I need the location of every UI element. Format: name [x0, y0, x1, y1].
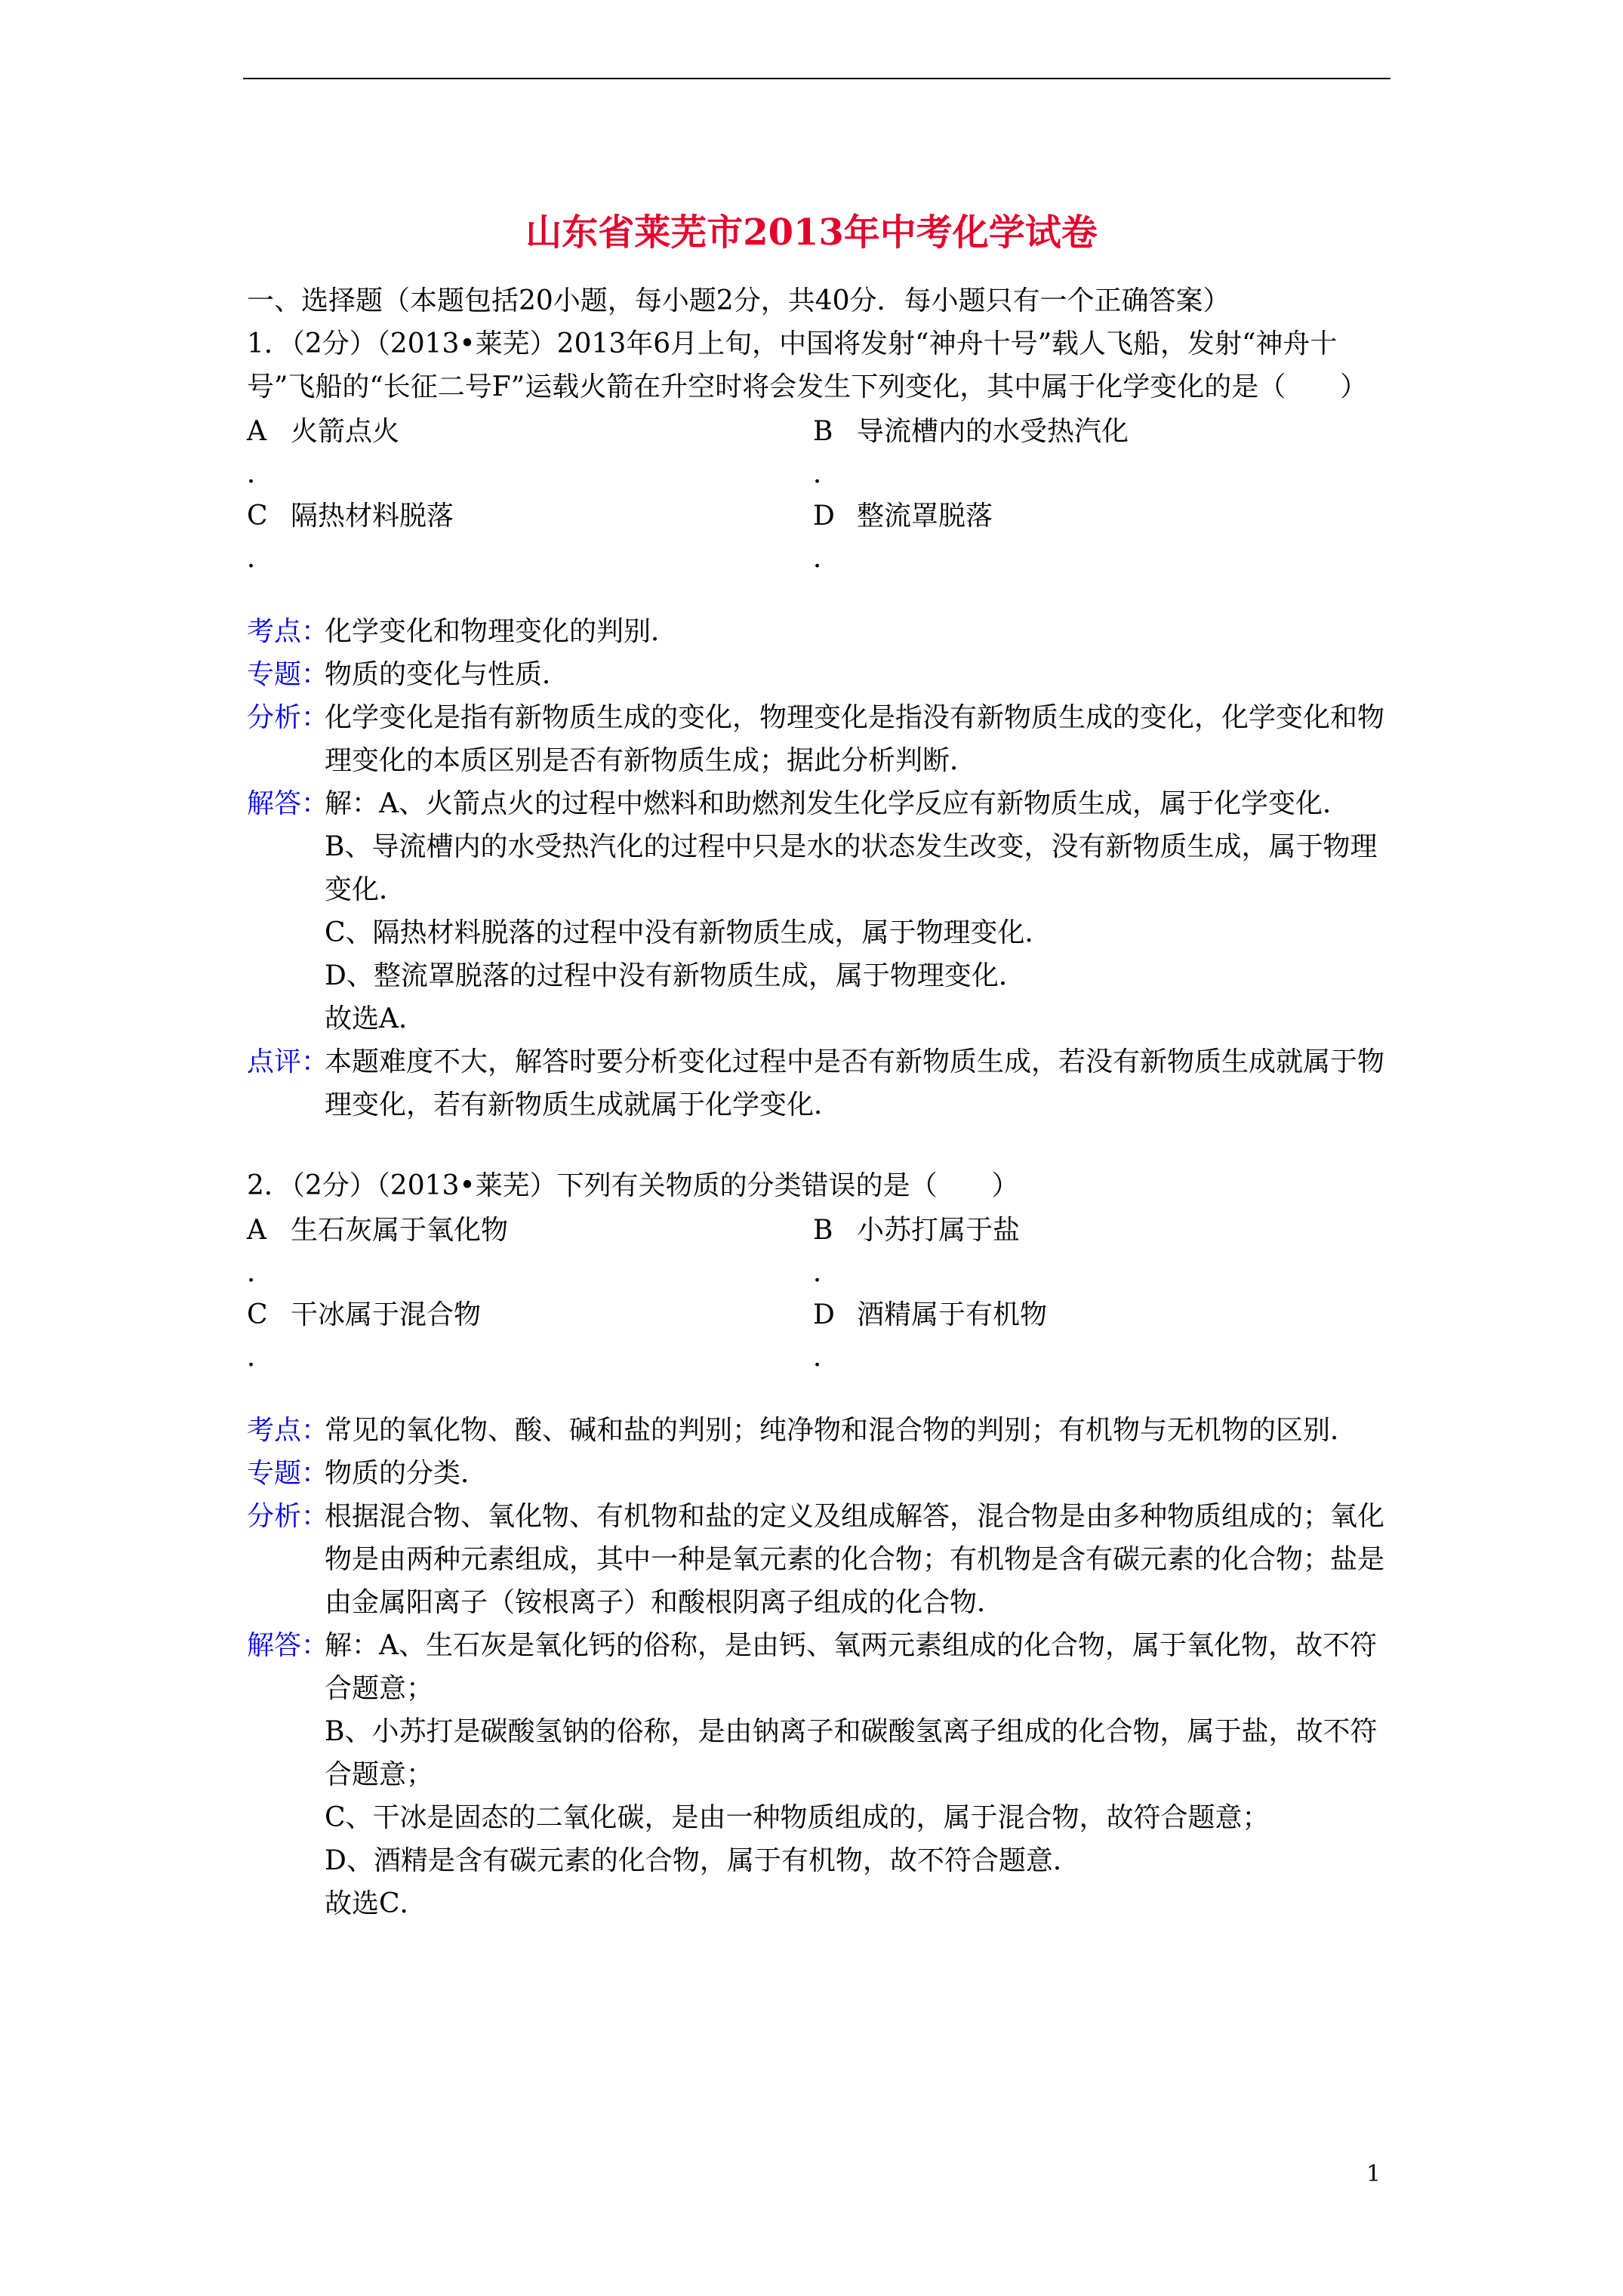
option-label: A	[247, 416, 266, 447]
page-title: 山东省莱芜市2013年中考化学试卷	[525, 211, 1098, 254]
dianping-text: 本题难度不大，解答时要分析变化过程中是否有新物质生成，若没有新物质生成就属于物理变化，若有新物质生成就属于化学变化．	[325, 1046, 1385, 1120]
question-stem: 2．（2分）（2013•莱芜）下列有关物质的分类错误的是（ ）	[247, 1170, 1019, 1201]
jieda-line: 解：A、火箭点火的过程中燃料和助燃剂发生化学反应有新物质生成，属于化学变化．	[325, 788, 1350, 819]
option-dot: ．	[247, 458, 275, 489]
option-text: 干冰属于混合物	[291, 1299, 482, 1330]
option-dot: ．	[813, 543, 841, 574]
zhuanti-label: 专题：	[247, 1458, 329, 1489]
option-dot: ．	[247, 1342, 275, 1373]
option-b	[813, 1210, 1379, 1294]
option-dot: ．	[813, 1257, 841, 1288]
option-d	[813, 1294, 1379, 1379]
kaodian-row	[247, 1409, 1394, 1452]
fenxi-label: 分析：	[247, 1501, 329, 1532]
zhuanti-row	[247, 653, 1394, 696]
jieda-label: 解答：	[247, 788, 329, 819]
zhuanti-row	[247, 1452, 1394, 1495]
fenxi-text: 化学变化是指有新物质生成的变化，物理变化是指没有新物质生成的变化，化学变化和物理变化的本质区别是否有新物质生成；据此分析判断．	[325, 702, 1385, 776]
jieda-line: 故选C．	[325, 1888, 427, 1919]
fenxi-text: 根据混合物、氧化物、有机物和盐的定义及组成解答，混合物是由多种物质组成的；氧化物是由两种元素组成，其中一种是氧元素的化合物；有机物是含有碳元素的化合物；盐是由金属阳离子（铵根离子）和酸根阴离子组成的化合物．	[325, 1501, 1385, 1618]
option-dot: ．	[247, 543, 275, 574]
kaodian-text: 化学变化和物理变化的判别．	[325, 616, 679, 647]
zhuanti-label: 专题：	[247, 659, 329, 690]
jieda-body	[325, 1624, 1394, 1925]
option-text: 小苏打属于盐	[857, 1215, 1021, 1246]
jieda-line: B、导流槽内的水受热汽化的过程中只是水的状态发生改变，没有新物质生成，属于物理变化．	[325, 831, 1378, 905]
option-c	[247, 1294, 813, 1379]
option-a	[247, 411, 813, 495]
fenxi-row	[247, 1495, 1394, 1624]
question-1	[247, 322, 1394, 1126]
jieda-line: C、干冰是固态的二氧化碳，是由一种物质组成的，属于混合物，故符合题意；	[325, 1802, 1270, 1833]
jieda-row	[247, 1624, 1394, 1925]
jieda-line: D、整流罩脱落的过程中没有新物质生成，属于物理变化．	[325, 960, 1026, 991]
jieda-label: 解答：	[247, 1630, 329, 1661]
option-d	[813, 495, 1379, 580]
option-text: 酒精属于有机物	[857, 1299, 1048, 1330]
jieda-line: B、小苏打是碳酸氢钠的俗称，是由钠离子和碳酸氢离子组成的化合物，属于盐，故不符合题意；	[325, 1716, 1378, 1790]
option-label: A	[247, 1215, 266, 1246]
option-text: 生石灰属于氧化物	[291, 1215, 509, 1246]
option-label: B	[813, 416, 833, 447]
kaodian-label: 考点：	[247, 616, 329, 647]
option-b	[813, 411, 1379, 495]
option-label: B	[813, 1215, 833, 1246]
jieda-line: C、隔热材料脱落的过程中没有新物质生成，属于物理变化．	[325, 917, 1052, 948]
jieda-body	[325, 782, 1394, 1040]
option-dot: ．	[247, 1257, 275, 1288]
jieda-row	[247, 782, 1394, 1040]
kaodian-label: 考点：	[247, 1415, 329, 1446]
jieda-line: D、酒精是含有碳元素的化合物，属于有机物，故不符合题意．	[325, 1845, 1080, 1876]
option-dot: ．	[813, 458, 841, 489]
option-a	[247, 1210, 813, 1294]
fenxi-row	[247, 696, 1394, 782]
option-label: D	[813, 501, 835, 532]
option-label: C	[247, 501, 268, 532]
kaodian-text: 常见的氧化物、酸、碱和盐的判别；纯净物和混合物的判别；有机物与无机物的区别．	[325, 1415, 1358, 1446]
kaodian-row	[247, 610, 1394, 653]
option-text: 导流槽内的水受热汽化	[857, 416, 1129, 447]
option-text: 火箭点火	[291, 416, 400, 447]
dianping-label: 点评：	[247, 1046, 329, 1077]
question-stem: 1．（2分）（2013•莱芜）2013年6月上旬，中国将发射“神舟十号”载人飞船，发射“神舟十号”飞船的“长征二号F”运载火箭在升空时将会发生下列变化，其中属于化学变化的是（ ）	[247, 328, 1368, 402]
option-text: 隔热材料脱落	[291, 501, 454, 532]
option-c	[247, 495, 813, 580]
option-label: D	[813, 1299, 835, 1330]
option-dot: ．	[813, 1342, 841, 1373]
option-label: C	[247, 1299, 268, 1330]
option-text: 整流罩脱落	[857, 501, 993, 532]
fenxi-label: 分析：	[247, 702, 329, 733]
question-2	[247, 1164, 1394, 1925]
header-rule	[243, 78, 1390, 79]
option-list	[247, 411, 1394, 580]
page-number: 1	[1366, 2161, 1381, 2187]
zhuanti-text: 物质的分类．	[325, 1458, 488, 1489]
dianping-row	[247, 1040, 1394, 1126]
option-list	[247, 1210, 1394, 1379]
section-heading: 一、选择题（本题包括20小题，每小题2分，共40分．每小题只有一个正确答案）	[247, 285, 1230, 316]
document-body	[247, 279, 1394, 1925]
jieda-line: 解：A、生石灰是氧化钙的俗称，是由钙、氧两元素组成的化合物，属于氧化物，故不符合题意；	[325, 1630, 1377, 1704]
jieda-line: 故选A．	[325, 1003, 426, 1034]
zhuanti-text: 物质的变化与性质．	[325, 659, 570, 690]
